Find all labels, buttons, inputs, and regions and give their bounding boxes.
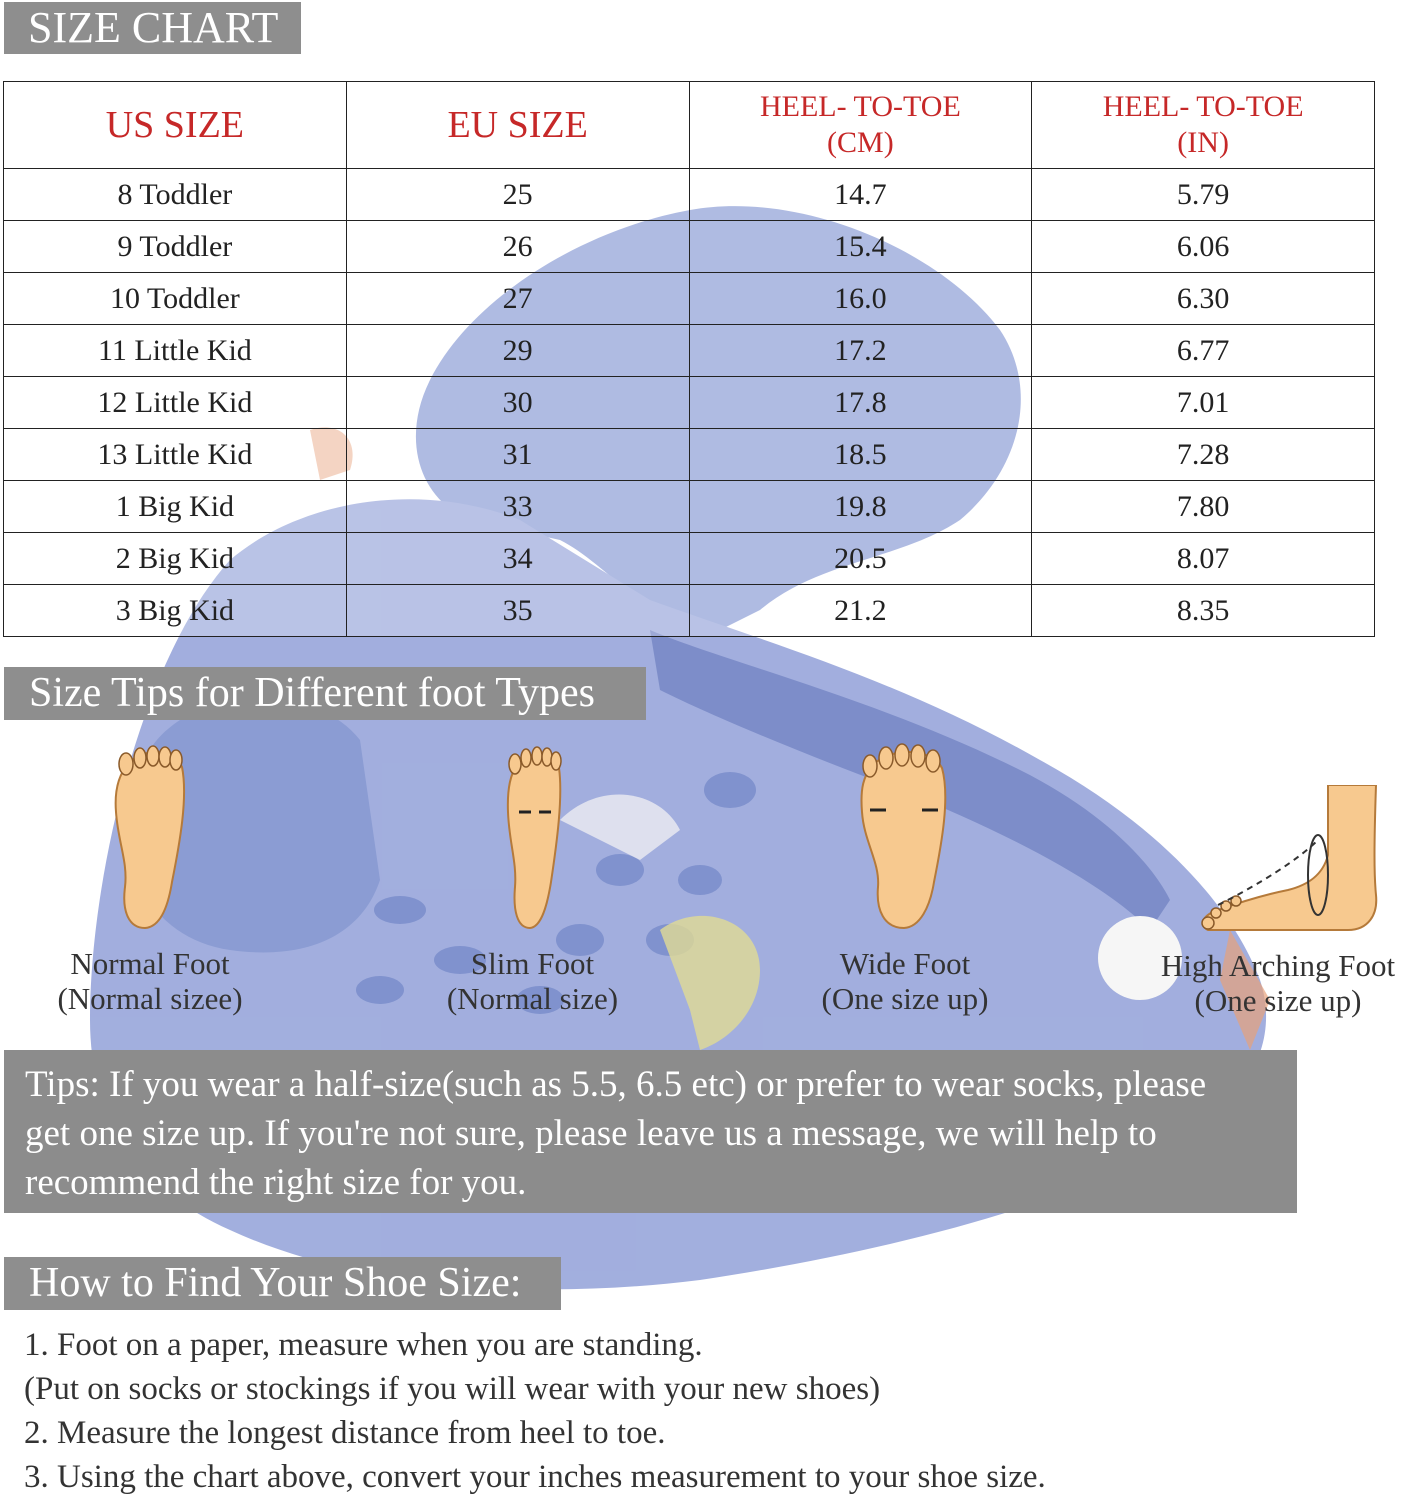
table-row	[4, 585, 1375, 637]
slim-foot-icon	[483, 742, 583, 932]
cell-in: 7.01	[1032, 377, 1375, 429]
table-row	[4, 325, 1375, 377]
size-tips-heading: Size Tips for Different foot Types	[4, 667, 646, 720]
foot-type-advice: (Normal size)	[446, 981, 619, 1016]
step-item: 2. Measure the longest distance from heel to toe.	[24, 1415, 666, 1451]
header-us-size: US SIZE	[4, 82, 347, 169]
cell-us-size: 9 Toddler	[4, 221, 347, 273]
cell-cm: 20.5	[689, 533, 1032, 585]
cell-in: 6.06	[1032, 221, 1375, 273]
cell-eu-size: 31	[346, 429, 689, 481]
how-to-steps	[24, 1323, 1046, 1499]
foot-type-advice: (Normal sizee)	[57, 981, 243, 1016]
cell-cm: 19.8	[689, 481, 1032, 533]
table-header-row	[4, 82, 1375, 169]
cell-in: 5.79	[1032, 169, 1375, 221]
vent-hole	[704, 772, 756, 808]
cell-in: 6.77	[1032, 325, 1375, 377]
normal-foot-icon	[100, 742, 200, 932]
header-heel-to-toe-in	[1032, 82, 1375, 169]
step-item: 1. Foot on a paper, measure when you are standing.	[24, 1327, 703, 1363]
foot-type-name: Wide Foot	[839, 946, 971, 981]
foot-type-advice: (One size up)	[821, 981, 989, 1016]
foot-type-wide	[795, 742, 1015, 1016]
header-unit: (IN)	[1177, 126, 1229, 159]
vent-hole	[678, 865, 722, 895]
cell-cm: 14.7	[689, 169, 1032, 221]
cell-us-size: 2 Big Kid	[4, 533, 347, 585]
header-line: HEEL- TO-TOE	[1102, 90, 1304, 123]
cell-cm: 21.2	[689, 585, 1032, 637]
cell-cm: 17.8	[689, 377, 1032, 429]
high-arch-foot-icon	[1178, 785, 1378, 935]
foot-type-name: Normal Foot	[70, 946, 230, 981]
table-row	[4, 481, 1375, 533]
foot-type-normal	[40, 742, 260, 1016]
foot-type-high-arch	[1150, 785, 1406, 1018]
cell-cm: 17.2	[689, 325, 1032, 377]
how-to-heading: How to Find Your Shoe Size:	[4, 1257, 561, 1310]
cell-us-size: 10 Toddler	[4, 273, 347, 325]
cell-us-size: 13 Little Kid	[4, 429, 347, 481]
cell-eu-size: 33	[346, 481, 689, 533]
cell-cm: 15.4	[689, 221, 1032, 273]
cell-us-size: 3 Big Kid	[4, 585, 347, 637]
vent-hole	[374, 896, 426, 924]
size-table	[3, 81, 1375, 637]
foot-type-advice: (One size up)	[1194, 983, 1362, 1018]
cell-eu-size: 29	[346, 325, 689, 377]
cell-in: 7.80	[1032, 481, 1375, 533]
cell-us-size: 11 Little Kid	[4, 325, 347, 377]
foot-type-slim	[420, 742, 645, 1016]
cell-cm: 16.0	[689, 273, 1032, 325]
table-row	[4, 429, 1375, 481]
tip-line: recommend the right size for you.	[25, 1162, 527, 1203]
cell-eu-size: 35	[346, 585, 689, 637]
cell-eu-size: 34	[346, 533, 689, 585]
tip-line: get one size up. If you're not sure, please leave us a message, we will help to	[25, 1113, 1157, 1154]
tip-panel	[4, 1050, 1297, 1213]
cell-in: 8.07	[1032, 533, 1375, 585]
table-row	[4, 533, 1375, 585]
header-heel-to-toe-cm	[689, 82, 1032, 169]
wide-foot-icon	[850, 742, 960, 932]
header-line: HEEL- TO-TOE	[759, 90, 961, 123]
cell-us-size: 8 Toddler	[4, 169, 347, 221]
table-row	[4, 221, 1375, 273]
cell-eu-size: 26	[346, 221, 689, 273]
foot-type-name: High Arching Foot	[1160, 948, 1396, 983]
table-row	[4, 169, 1375, 221]
foot-type-name: Slim Foot	[470, 946, 595, 981]
table-row	[4, 377, 1375, 429]
cell-in: 7.28	[1032, 429, 1375, 481]
header-eu-size: EU SIZE	[346, 82, 689, 169]
cell-in: 8.35	[1032, 585, 1375, 637]
step-item: 3. Using the chart above, convert your inches measurement to your shoe size.	[24, 1459, 1046, 1495]
cell-eu-size: 25	[346, 169, 689, 221]
cell-us-size: 12 Little Kid	[4, 377, 347, 429]
cell-eu-size: 30	[346, 377, 689, 429]
vent-hole	[356, 976, 404, 1004]
cell-eu-size: 27	[346, 273, 689, 325]
tip-line: Tips: If you wear a half-size(such as 5.5, 6.5 etc) or prefer to wear socks, please	[25, 1064, 1207, 1105]
header-unit: (CM)	[827, 126, 894, 159]
cell-us-size: 1 Big Kid	[4, 481, 347, 533]
table-row	[4, 273, 1375, 325]
cell-cm: 18.5	[689, 429, 1032, 481]
size-chart-title: SIZE CHART	[4, 2, 301, 54]
cell-in: 6.30	[1032, 273, 1375, 325]
step-item: (Put on socks or stockings if you will wear with your new shoes)	[24, 1371, 881, 1407]
